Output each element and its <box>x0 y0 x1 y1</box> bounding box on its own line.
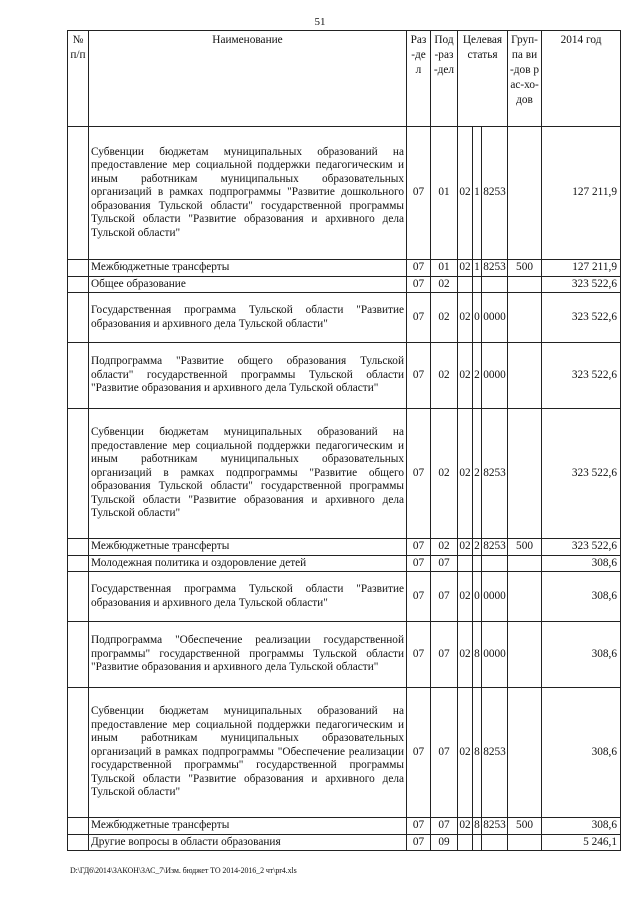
row-target-code: 8253 <box>482 818 508 835</box>
row-name: Субвенции бюджетам муниципальных образований на предоставление мер социальной поддержки педагогическим и иным работникам муниципальных образовательных организаций в рамках подпрограммы "Развитие общего образования Тульской области" государственной программы Тульской области "Развитие образования и архивного дела Тульской области" <box>89 409 407 539</box>
table-row <box>68 539 621 556</box>
row-target-program <box>458 555 473 572</box>
row-razdel: 07 <box>407 343 431 409</box>
col-header-target: Целевая статья <box>458 31 508 127</box>
table-row <box>68 688 621 818</box>
row-num <box>68 818 89 835</box>
row-target-code: 0000 <box>482 622 508 688</box>
row-podrazdel: 01 <box>431 260 458 277</box>
row-value: 127 211,9 <box>542 260 621 277</box>
row-target-program: 02 <box>458 409 473 539</box>
row-target-subprogram: 2 <box>473 343 482 409</box>
row-target-subprogram: 1 <box>473 127 482 260</box>
row-name: Межбюджетные трансферты <box>89 260 407 277</box>
row-podrazdel: 07 <box>431 622 458 688</box>
row-target-code: 8253 <box>482 409 508 539</box>
row-num <box>68 688 89 818</box>
row-target-program: 02 <box>458 293 473 343</box>
row-podrazdel: 07 <box>431 688 458 818</box>
file-path-footer: D:\ГД6\2014\ЗАКОН\ЗАС_7\Изм. бюджет ТО 2014-2016_2 чт\pr4.xls <box>70 866 297 875</box>
row-razdel: 07 <box>407 834 431 851</box>
row-target-program <box>458 834 473 851</box>
table-row <box>68 343 621 409</box>
row-razdel: 07 <box>407 555 431 572</box>
table-row <box>68 276 621 293</box>
row-razdel: 07 <box>407 276 431 293</box>
row-group <box>508 688 542 818</box>
row-razdel: 07 <box>407 127 431 260</box>
row-target-code: 8253 <box>482 539 508 556</box>
row-target-code: 0000 <box>482 293 508 343</box>
row-name: Межбюджетные трансферты <box>89 818 407 835</box>
row-num <box>68 834 89 851</box>
row-value: 127 211,9 <box>542 127 621 260</box>
row-value: 323 522,6 <box>542 409 621 539</box>
table-row <box>68 260 621 277</box>
row-target-subprogram <box>473 555 482 572</box>
row-num <box>68 276 89 293</box>
row-name: Подпрограмма "Развитие общего образования Тульской области" государственной программы Тульской области "Развитие образования и архивного дела Тульской области" <box>89 343 407 409</box>
table-row <box>68 818 621 835</box>
row-group <box>508 555 542 572</box>
row-value: 308,6 <box>542 572 621 622</box>
row-target-program: 02 <box>458 539 473 556</box>
col-header-podrazdel: Под-раз-дел <box>431 31 458 127</box>
row-value: 308,6 <box>542 622 621 688</box>
row-value: 323 522,6 <box>542 343 621 409</box>
row-value: 308,6 <box>542 818 621 835</box>
row-razdel: 07 <box>407 688 431 818</box>
row-target-code: 8253 <box>482 260 508 277</box>
row-podrazdel: 02 <box>431 539 458 556</box>
row-target-code <box>482 555 508 572</box>
row-num <box>68 260 89 277</box>
row-target-program: 02 <box>458 127 473 260</box>
row-target-program: 02 <box>458 343 473 409</box>
row-group <box>508 572 542 622</box>
row-podrazdel: 09 <box>431 834 458 851</box>
row-group: 500 <box>508 260 542 277</box>
row-num <box>68 409 89 539</box>
row-value: 308,6 <box>542 688 621 818</box>
row-value: 5 246,1 <box>542 834 621 851</box>
row-target-code: 8253 <box>482 127 508 260</box>
header-row <box>68 31 621 127</box>
row-name: Общее образование <box>89 276 407 293</box>
row-name: Государственная программа Тульской области "Развитие образования и архивного дела Тульской области" <box>89 293 407 343</box>
col-header-num: № п/п <box>68 31 89 127</box>
page-number: 51 <box>314 16 326 28</box>
row-value: 323 522,6 <box>542 539 621 556</box>
row-num <box>68 293 89 343</box>
table-row <box>68 622 621 688</box>
row-target-subprogram: 0 <box>473 293 482 343</box>
row-name: Государственная программа Тульской области "Развитие образования и архивного дела Тульской области" <box>89 572 407 622</box>
row-razdel: 07 <box>407 818 431 835</box>
row-razdel: 07 <box>407 260 431 277</box>
col-header-year: 2014 год <box>542 31 621 127</box>
row-target-subprogram <box>473 834 482 851</box>
row-group <box>508 127 542 260</box>
row-name: Субвенции бюджетам муниципальных образований на предоставление мер социальной поддержки педагогическим и иным работникам муниципальных образовательных организаций в рамках подпрограммы "Развитие дошкольного образования Тульской области" государственной программы Тульской области "Развитие образования и архивного дела Тульской области" <box>89 127 407 260</box>
table-row <box>68 555 621 572</box>
row-podrazdel: 07 <box>431 572 458 622</box>
budget-table <box>67 30 621 851</box>
row-group <box>508 622 542 688</box>
row-target-code: 0000 <box>482 572 508 622</box>
row-podrazdel: 02 <box>431 343 458 409</box>
row-group <box>508 276 542 293</box>
row-target-subprogram: 0 <box>473 572 482 622</box>
row-target-program: 02 <box>458 818 473 835</box>
row-num <box>68 127 89 260</box>
row-razdel: 07 <box>407 293 431 343</box>
row-name: Подпрограмма "Обеспечение реализации государственной программы" государственной программы Тульской области "Развитие образования и архивного дела Тульской области" <box>89 622 407 688</box>
row-group: 500 <box>508 818 542 835</box>
row-target-code: 8253 <box>482 688 508 818</box>
table-row <box>68 293 621 343</box>
col-header-razdel: Раз-дел <box>407 31 431 127</box>
row-num <box>68 555 89 572</box>
row-num <box>68 622 89 688</box>
row-target-code <box>482 834 508 851</box>
row-group <box>508 343 542 409</box>
row-target-subprogram: 8 <box>473 622 482 688</box>
row-target-subprogram: 2 <box>473 539 482 556</box>
row-name: Другие вопросы в области образования <box>89 834 407 851</box>
row-target-subprogram: 8 <box>473 688 482 818</box>
row-target-code: 0000 <box>482 343 508 409</box>
row-value: 323 522,6 <box>542 293 621 343</box>
row-target-subprogram: 1 <box>473 260 482 277</box>
row-razdel: 07 <box>407 409 431 539</box>
row-group <box>508 409 542 539</box>
row-target-subprogram: 8 <box>473 818 482 835</box>
row-podrazdel: 07 <box>431 818 458 835</box>
table-row <box>68 572 621 622</box>
row-name: Субвенции бюджетам муниципальных образований на предоставление мер социальной поддержки педагогическим и иным работникам муниципальных образовательных организаций в рамках подпрограммы "Обеспечение реализации государственной программы" государственной программы Тульской области "Развитие образования и архивного дела Тульской области" <box>89 688 407 818</box>
table-row <box>68 409 621 539</box>
row-num <box>68 539 89 556</box>
row-razdel: 07 <box>407 622 431 688</box>
row-value: 323 522,6 <box>542 276 621 293</box>
row-razdel: 07 <box>407 539 431 556</box>
row-name: Молодежная политика и оздоровление детей <box>89 555 407 572</box>
row-group <box>508 834 542 851</box>
col-header-name: Наименование <box>89 31 407 127</box>
row-podrazdel: 01 <box>431 127 458 260</box>
table-row <box>68 127 621 260</box>
row-target-program: 02 <box>458 622 473 688</box>
row-group <box>508 293 542 343</box>
row-podrazdel: 02 <box>431 276 458 293</box>
row-value: 308,6 <box>542 555 621 572</box>
row-target-subprogram <box>473 276 482 293</box>
row-target-program: 02 <box>458 572 473 622</box>
row-num <box>68 572 89 622</box>
row-podrazdel: 02 <box>431 293 458 343</box>
row-razdel: 07 <box>407 572 431 622</box>
row-target-program: 02 <box>458 688 473 818</box>
row-name: Межбюджетные трансферты <box>89 539 407 556</box>
col-header-group: Груп-па ви-дов рас-хо-дов <box>508 31 542 127</box>
row-num <box>68 343 89 409</box>
row-podrazdel: 02 <box>431 409 458 539</box>
row-target-code <box>482 276 508 293</box>
table-row <box>68 834 621 851</box>
row-podrazdel: 07 <box>431 555 458 572</box>
row-target-subprogram: 2 <box>473 409 482 539</box>
row-target-program: 02 <box>458 260 473 277</box>
row-target-program <box>458 276 473 293</box>
row-group: 500 <box>508 539 542 556</box>
